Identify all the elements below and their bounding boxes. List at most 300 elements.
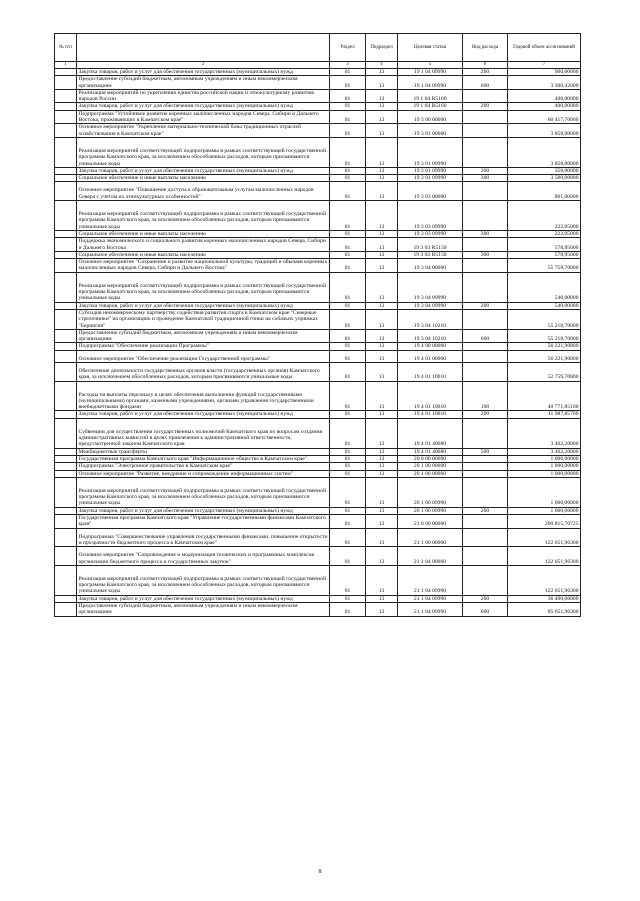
cell-expense-type: 200 <box>463 302 508 309</box>
cell-expense-type <box>463 565 508 595</box>
cell-subsection: 13 <box>366 175 398 182</box>
cell-name: Реализация мероприятий по укреплению единства российской нации и этнокультурному развитию народов России <box>77 89 330 103</box>
table-row <box>55 528 581 547</box>
cell-num <box>55 124 77 138</box>
cell-name: Основное мероприятие "Сохранение и развитие национальной культуры, традиций и обычаев коренных малочисленных народов Севера, Сибири и Дальнего Востока" <box>77 259 330 273</box>
cell-article: 20 1 06 09990 <box>398 477 463 507</box>
cell-amount: 540,00000 <box>508 302 581 309</box>
cell-article: 19 3 04 10210 <box>398 309 463 329</box>
cell-section: 01 <box>330 528 366 547</box>
table-body <box>55 69 581 617</box>
cell-expense-type: 200 <box>463 69 508 76</box>
cell-section: 01 <box>330 350 366 362</box>
cell-section: 01 <box>330 89 366 103</box>
cell-subsection: 13 <box>366 470 398 477</box>
cell-article: 19 3 01 00000 <box>398 124 463 138</box>
cell-num <box>55 69 77 76</box>
cell-expense-type <box>463 515 508 529</box>
cell-num <box>55 137 77 167</box>
cell-section: 01 <box>330 167 366 174</box>
cell-subsection: 13 <box>366 448 398 455</box>
cell-subsection: 13 <box>366 603 398 617</box>
cell-expense-type: 300 <box>463 230 508 237</box>
cell-amount: 3 858,00000 <box>508 124 581 138</box>
table-row <box>55 110 581 124</box>
cell-section: 01 <box>330 103 366 110</box>
cell-num <box>55 411 77 418</box>
cell-expense-type: 600 <box>463 76 508 90</box>
cell-num <box>55 470 77 477</box>
cell-num <box>55 362 77 381</box>
header-expense-type: Вид расхода <box>463 34 508 62</box>
cell-subsection: 13 <box>366 507 398 514</box>
cell-section: 01 <box>330 463 366 470</box>
cell-name: Субсидия некоммерческому партнерству содействия развития спорта в Камчатском крае "Северные стрелочники" на организацию и проведение Камчатской традиционной гонки на собачьих упряжках "Берингия" <box>77 309 330 329</box>
table-row <box>55 448 581 455</box>
cell-num <box>55 418 77 448</box>
cell-expense-type <box>463 309 508 329</box>
cell-subsection: 13 <box>366 76 398 90</box>
cell-name: Закупка товаров, работ и услуг для обеспечения государственных (муниципальных) нужд <box>77 302 330 309</box>
cell-article: 19 1 04 09990 <box>398 69 463 76</box>
cell-expense-type: 300 <box>463 251 508 258</box>
cell-subsection: 13 <box>366 259 398 273</box>
table-row <box>55 259 581 273</box>
cell-name: Закупка товаров, работ и услуг для обеспечения государственных (муниципальных) нужд <box>77 411 330 418</box>
cell-article: 19 3 03 09990 <box>398 230 463 237</box>
cell-amount: 222,05000 <box>508 230 581 237</box>
table-row <box>55 411 581 418</box>
cell-expense-type <box>463 362 508 381</box>
cell-subsection: 13 <box>366 137 398 167</box>
cell-expense-type: 300 <box>463 175 508 182</box>
cell-amount: 1 000,00000 <box>508 477 581 507</box>
cell-num <box>55 167 77 174</box>
column-number: 2 <box>77 62 330 69</box>
cell-article: 19 4 01 40080 <box>398 418 463 448</box>
cell-expense-type <box>463 528 508 547</box>
cell-article: 19 3 03 R5150 <box>398 251 463 258</box>
cell-article: 19 1 04 R5160 <box>398 89 463 103</box>
table-row <box>55 251 581 258</box>
cell-amount: 400,00000 <box>508 89 581 103</box>
cell-section: 01 <box>330 230 366 237</box>
cell-amount: 358,00000 <box>508 167 581 174</box>
cell-section: 01 <box>330 238 366 252</box>
cell-amount: 801,00000 <box>508 182 581 201</box>
header-num: № п/п <box>55 34 77 62</box>
cell-section: 01 <box>330 175 366 182</box>
cell-subsection: 13 <box>366 528 398 547</box>
cell-num <box>55 565 77 595</box>
cell-article: 19 3 03 00000 <box>398 182 463 201</box>
cell-expense-type <box>463 418 508 448</box>
cell-expense-type <box>463 201 508 231</box>
cell-article: 19 3 03 09990 <box>398 201 463 231</box>
cell-section: 01 <box>330 182 366 201</box>
cell-num <box>55 547 77 566</box>
cell-section: 01 <box>330 272 366 302</box>
cell-article: 19 1 04 09990 <box>398 76 463 90</box>
cell-amount: 1 000,00000 <box>508 463 581 470</box>
cell-subsection: 13 <box>366 167 398 174</box>
header-section: Раздел <box>330 34 366 62</box>
cell-amount: 222,05000 <box>508 201 581 231</box>
cell-subsection: 13 <box>366 302 398 309</box>
cell-name: Социальное обеспечение и иные выплаты населению <box>77 175 330 182</box>
cell-name: Закупка товаров, работ и услуг для обеспечения государственных (муниципальных) нужд <box>77 167 330 174</box>
table-row <box>55 515 581 529</box>
cell-name: Закупка товаров, работ и услуг для обеспечения государственных (муниципальных) нужд <box>77 69 330 76</box>
cell-subsection: 13 <box>366 381 398 411</box>
table-row <box>55 230 581 237</box>
cell-subsection: 13 <box>366 595 398 602</box>
header-subsection: Подраздел <box>366 34 398 62</box>
cell-amount: 55 218,70000 <box>508 329 581 343</box>
cell-section: 01 <box>330 251 366 258</box>
cell-amount: 540,00000 <box>508 272 581 302</box>
cell-article: 19 3 04 10210 <box>398 329 463 343</box>
cell-expense-type <box>463 182 508 201</box>
cell-section: 01 <box>330 137 366 167</box>
column-number: 7 <box>508 62 581 69</box>
cell-article: 21 1 04 09990 <box>398 565 463 595</box>
cell-expense-type: 200 <box>463 103 508 110</box>
cell-subsection: 13 <box>366 251 398 258</box>
cell-section: 01 <box>330 507 366 514</box>
cell-name: Предоставление субсидий бюджетным, автономным учреждениям и иным некоммерческим организациям <box>77 603 330 617</box>
cell-article: 19 4 00 00000 <box>398 343 463 350</box>
cell-section: 01 <box>330 418 366 448</box>
cell-num <box>55 302 77 309</box>
cell-expense-type <box>463 463 508 470</box>
cell-amount: 3 500,00000 <box>508 175 581 182</box>
cell-article: 19 3 04 09990 <box>398 302 463 309</box>
cell-amount: 56 221,90800 <box>508 343 581 350</box>
cell-num <box>55 528 77 547</box>
cell-expense-type <box>463 110 508 124</box>
table-row <box>55 329 581 343</box>
cell-num <box>55 89 77 103</box>
cell-expense-type <box>463 259 508 273</box>
cell-article: 19 3 04 00000 <box>398 259 463 273</box>
cell-name: Расходы на выплаты персоналу в целях обеспечения выполнения функций государственными (муниципальными) органами, казенными учреждениями, органами управления государственными внебюджетными фондами <box>77 381 330 411</box>
column-number: 5 <box>398 62 463 69</box>
cell-name: Основное мероприятие "Обеспечение реализации Государственной программы" <box>77 350 330 362</box>
cell-article: 21 1 04 09990 <box>398 595 463 602</box>
cell-section: 01 <box>330 329 366 343</box>
cell-expense-type: 200 <box>463 167 508 174</box>
cell-subsection: 13 <box>366 89 398 103</box>
table-row <box>55 309 581 329</box>
cell-article: 19 3 03 R5150 <box>398 238 463 252</box>
cell-amount: 200 815,70725 <box>508 515 581 529</box>
cell-expense-type: 100 <box>463 381 508 411</box>
cell-section: 01 <box>330 309 366 329</box>
cell-num <box>55 329 77 343</box>
cell-article: 19 3 00 00000 <box>398 110 463 124</box>
cell-expense-type: 200 <box>463 595 508 602</box>
cell-num <box>55 448 77 455</box>
cell-section: 01 <box>330 470 366 477</box>
cell-article: 20 1 00 00000 <box>398 463 463 470</box>
table-row <box>55 362 581 381</box>
cell-subsection: 13 <box>366 350 398 362</box>
table-row <box>55 547 581 566</box>
cell-num <box>55 259 77 273</box>
cell-article: 19 3 01 09990 <box>398 175 463 182</box>
cell-section: 01 <box>330 565 366 595</box>
cell-subsection: 13 <box>366 69 398 76</box>
column-number: 6 <box>463 62 508 69</box>
cell-num <box>55 381 77 411</box>
table-row <box>55 507 581 514</box>
cell-article: 19 4 01 10010 <box>398 362 463 381</box>
cell-name: Государственная программа Камчатского края "Управление государственными финансами Камчатского края" <box>77 515 330 529</box>
cell-name: Закупка товаров, работ и услуг для обеспечения государственных (муниципальных) нужд <box>77 103 330 110</box>
cell-amount: 52 759,70800 <box>508 362 581 381</box>
cell-num <box>55 455 77 462</box>
cell-num <box>55 595 77 602</box>
cell-article: 21 0 00 00000 <box>398 515 463 529</box>
header-amount: Годовой объем ассигнований <box>508 34 581 62</box>
table-row <box>55 350 581 362</box>
cell-expense-type <box>463 547 508 566</box>
cell-section: 01 <box>330 69 366 76</box>
cell-section: 01 <box>330 259 366 273</box>
cell-subsection: 13 <box>366 238 398 252</box>
budget-allocation-table <box>54 33 581 617</box>
cell-section: 01 <box>330 477 366 507</box>
cell-section: 01 <box>330 595 366 602</box>
cell-num <box>55 110 77 124</box>
table-row <box>55 272 581 302</box>
header-name <box>77 34 330 62</box>
cell-subsection: 13 <box>366 110 398 124</box>
cell-section: 01 <box>330 381 366 411</box>
cell-amount: 122 051,96300 <box>508 547 581 566</box>
cell-name: Основное мероприятие "Повышение доступа к образовательным услугам малочисленных народов Севера с учетом их этнокультурных особенностей" <box>77 182 330 201</box>
column-number-row <box>55 62 581 69</box>
cell-article: 19 3 04 09990 <box>398 272 463 302</box>
cell-num <box>55 201 77 231</box>
cell-subsection: 13 <box>366 182 398 201</box>
table-row <box>55 89 581 103</box>
table-row <box>55 238 581 252</box>
cell-article: 19 4 01 00000 <box>398 350 463 362</box>
cell-subsection: 13 <box>366 463 398 470</box>
cell-amount: 3 858,00000 <box>508 137 581 167</box>
cell-expense-type: 600 <box>463 329 508 343</box>
cell-name: Подпрограмма "Электронное правительство в Камчатском крае" <box>77 463 330 470</box>
table-row <box>55 124 581 138</box>
cell-amount: 55 218,70000 <box>508 309 581 329</box>
cell-num <box>55 343 77 350</box>
table-row <box>55 137 581 167</box>
cell-expense-type: 200 <box>463 507 508 514</box>
cell-name: Основное мероприятие "Укрепление материально-технической базы традиционных отраслей хозяйствования в Камчатском крае" <box>77 124 330 138</box>
cell-expense-type <box>463 124 508 138</box>
cell-amount: 85 651,96300 <box>508 603 581 617</box>
cell-amount: 900,00000 <box>508 69 581 76</box>
cell-subsection: 13 <box>366 230 398 237</box>
cell-num <box>55 76 77 90</box>
cell-name: Реализация мероприятий соответствующей подпрограммы в рамках соответствующей государственной программы Камчатского края, за исключением обособленных расходов, которым присваиваются уникальные коды <box>77 477 330 507</box>
cell-num <box>55 515 77 529</box>
cell-article: 19 4 01 40080 <box>398 448 463 455</box>
cell-amount: 122 051,96300 <box>508 565 581 595</box>
cell-name: Поддержка экономического и социального развития коренных малочисленных народов Севера, Сибири и Дальнего Востока <box>77 238 330 252</box>
cell-article: 20 1 06 09990 <box>398 507 463 514</box>
cell-article: 21 1 04 00000 <box>398 547 463 566</box>
cell-article: 19 4 01 10010 <box>398 411 463 418</box>
cell-subsection: 13 <box>366 272 398 302</box>
cell-num <box>55 175 77 182</box>
table-row <box>55 103 581 110</box>
cell-article: 19 1 04 R5160 <box>398 103 463 110</box>
cell-num <box>55 272 77 302</box>
cell-amount: 578,95000 <box>508 238 581 252</box>
cell-section: 01 <box>330 455 366 462</box>
cell-expense-type: 500 <box>463 448 508 455</box>
cell-subsection: 13 <box>366 309 398 329</box>
cell-expense-type: 200 <box>463 411 508 418</box>
cell-amount: 1 000,00000 <box>508 455 581 462</box>
cell-name: Реализация мероприятий соответствующей подпрограммы в рамках соответствующей государственной программы Камчатского края, за исключением обособленных расходов, которым присваиваются уникальные коды <box>77 201 330 231</box>
cell-name: Подпрограмма "Обеспечение реализации Программы" <box>77 343 330 350</box>
cell-expense-type <box>463 470 508 477</box>
cell-num <box>55 182 77 201</box>
cell-subsection: 13 <box>366 329 398 343</box>
cell-amount: 578,95000 <box>508 251 581 258</box>
table-row <box>55 182 581 201</box>
cell-name: Закупка товаров, работ и услуг для обеспечения государственных (муниципальных) нужд <box>77 595 330 602</box>
cell-num <box>55 251 77 258</box>
table-row <box>55 167 581 174</box>
cell-section: 01 <box>330 547 366 566</box>
cell-section: 01 <box>330 76 366 90</box>
header-article: Целевая статья <box>398 34 463 62</box>
cell-amount: 56 221,90800 <box>508 350 581 362</box>
cell-num <box>55 238 77 252</box>
cell-amount: 60 417,70000 <box>508 110 581 124</box>
table-row <box>55 418 581 448</box>
cell-name: Подпрограмма "Устойчивое развитие коренных малочисленных народов Севера, Сибири и Дальнего Востока, проживающих в Камчатском крае" <box>77 110 330 124</box>
cell-amount: 40 771,85100 <box>508 381 581 411</box>
table-row <box>55 455 581 462</box>
cell-name: Реализация мероприятий соответствующей подпрограммы в рамках соответствующей государственной программы Камчатского края, за исключением обособленных расходов, которым присваиваются уникальные коды <box>77 137 330 167</box>
cell-amount: 3 300,42000 <box>508 76 581 90</box>
cell-num <box>55 477 77 507</box>
cell-amount: 3 462,20000 <box>508 448 581 455</box>
table-row <box>55 595 581 602</box>
cell-article: 19 3 01 09990 <box>398 137 463 167</box>
cell-num <box>55 507 77 514</box>
table-row <box>55 463 581 470</box>
cell-name: Субвенции для осуществления государственных полномочий Камчатского края по вопросам создания административных комиссий в целях привлечения к административной ответственности, предусмотренной законом Камчатского края <box>77 418 330 448</box>
table-row <box>55 381 581 411</box>
cell-subsection: 13 <box>366 103 398 110</box>
cell-amount: 400,00000 <box>508 103 581 110</box>
cell-name: Основное мероприятие "Развитие, внедрение и сопровождение информационных систем" <box>77 470 330 477</box>
cell-num <box>55 103 77 110</box>
cell-subsection: 13 <box>366 455 398 462</box>
cell-name: Подпрограмма "Совершенствование управления государственными финансами, повышение открытости и прозрачности бюджетного процесса в Камчатском крае" <box>77 528 330 547</box>
cell-name: Основное мероприятие "Сопровождение и модернизация технических и программных комплексов организации бюджетного процесса и государственных закупок" <box>77 547 330 566</box>
cell-section: 01 <box>330 515 366 529</box>
cell-expense-type <box>463 238 508 252</box>
table-header-row <box>55 34 581 62</box>
cell-num <box>55 350 77 362</box>
cell-section: 01 <box>330 362 366 381</box>
cell-subsection: 13 <box>366 477 398 507</box>
cell-name: Социальное обеспечение и иные выплаты населению <box>77 251 330 258</box>
cell-article: 21 1 04 09990 <box>398 603 463 617</box>
cell-expense-type <box>463 455 508 462</box>
cell-section: 01 <box>330 110 366 124</box>
table-row <box>55 603 581 617</box>
cell-expense-type <box>463 137 508 167</box>
cell-section: 01 <box>330 603 366 617</box>
column-number: 4 <box>366 62 398 69</box>
table-row <box>55 565 581 595</box>
cell-name: Реализация мероприятий соответствующей подпрограммы в рамках соответствующей государственной программы Камчатского края, за исключением обособленных расходов, которым присваиваются уникальные коды <box>77 565 330 595</box>
column-number: 3 <box>330 62 366 69</box>
cell-article: 20 1 06 00000 <box>398 470 463 477</box>
cell-article: 19 4 01 10010 <box>398 381 463 411</box>
cell-amount: 3 462,20000 <box>508 418 581 448</box>
table-row <box>55 477 581 507</box>
cell-section: 01 <box>330 201 366 231</box>
table-row <box>55 343 581 350</box>
cell-expense-type <box>463 477 508 507</box>
cell-subsection: 13 <box>366 418 398 448</box>
cell-name: Закупка товаров, работ и услуг для обеспечения государственных (муниципальных) нужд <box>77 507 330 514</box>
cell-amount: 11 987,85700 <box>508 411 581 418</box>
cell-section: 01 <box>330 302 366 309</box>
cell-amount: 1 000,00000 <box>508 470 581 477</box>
page-number: 8 <box>318 869 322 875</box>
cell-num <box>55 603 77 617</box>
cell-subsection: 13 <box>366 343 398 350</box>
table-row <box>55 69 581 76</box>
cell-article: 19 3 01 09990 <box>398 167 463 174</box>
cell-name: Реализация мероприятий соответствующей подпрограммы в рамках соответствующей государственной программы Камчатского края, за исключением обособленных расходов, которым присваиваются уникальные коды <box>77 272 330 302</box>
cell-amount: 122 051,96300 <box>508 528 581 547</box>
cell-name: Обеспечение деятельности государственных органов власти (государственных органов) Камчатского края, за исключением обособленных расходов, которым присваиваются уникальные коды <box>77 362 330 381</box>
cell-name: Предоставление субсидий бюджетным, автономным учреждениям и иным некоммерческим организациям <box>77 76 330 90</box>
cell-name: Социальное обеспечение и иные выплаты населению <box>77 230 330 237</box>
table-row <box>55 302 581 309</box>
cell-article: 21 1 00 00000 <box>398 528 463 547</box>
cell-expense-type <box>463 89 508 103</box>
cell-subsection: 13 <box>366 411 398 418</box>
cell-name: Межбюджетные трансферты <box>77 448 330 455</box>
cell-subsection: 13 <box>366 362 398 381</box>
cell-num <box>55 463 77 470</box>
column-number: 1 <box>55 62 77 69</box>
cell-expense-type <box>463 343 508 350</box>
cell-name: Государственная программа Камчатского края "Информационное общество в Камчатском крае" <box>77 455 330 462</box>
table-row <box>55 201 581 231</box>
table-row <box>55 76 581 90</box>
cell-amount: 55 758,70000 <box>508 259 581 273</box>
cell-section: 01 <box>330 124 366 138</box>
cell-subsection: 13 <box>366 547 398 566</box>
budget-table-page <box>54 33 580 617</box>
cell-subsection: 13 <box>366 201 398 231</box>
cell-section: 01 <box>330 448 366 455</box>
